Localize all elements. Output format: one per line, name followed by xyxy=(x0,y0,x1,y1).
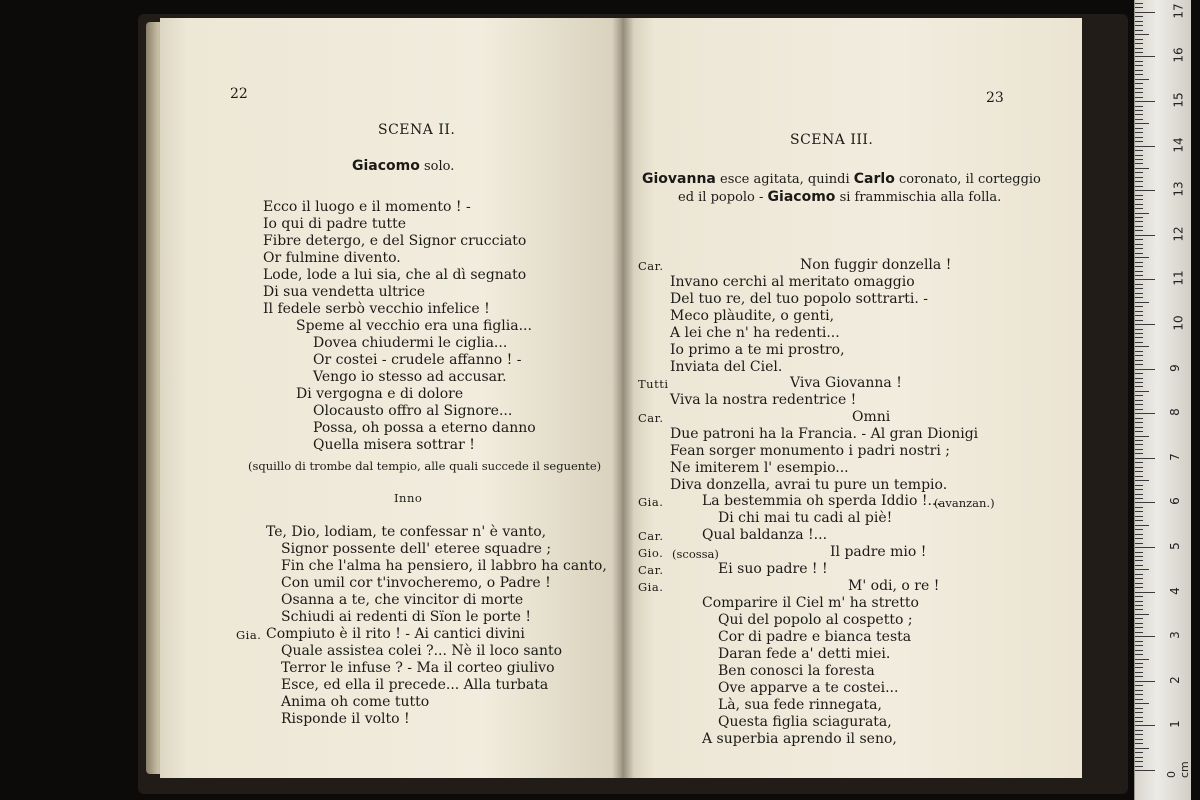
ruler-tick xyxy=(1135,141,1143,142)
ruler-tick xyxy=(1135,507,1143,508)
cast-text: coronato, il corteggio xyxy=(898,172,1041,187)
ruler-tick xyxy=(1135,467,1143,468)
speaker-label: Gia. xyxy=(638,495,664,509)
scene-title-right: SCENA III. xyxy=(790,132,874,148)
ruler-tick xyxy=(1135,110,1143,111)
ruler-tick xyxy=(1135,476,1143,477)
stage-direction: (scossa) xyxy=(672,547,719,561)
verse-line: Terror le infuse ? - Ma il corteo giulivo xyxy=(281,660,555,676)
verse-line: Inviata del Ciel. xyxy=(670,359,783,375)
ruler-tick xyxy=(1135,320,1143,321)
verse-line: M' odi, o re ! xyxy=(848,578,940,594)
verse-line: Il fedele serbò vecchio infelice ! xyxy=(263,301,490,317)
ruler-tick xyxy=(1135,605,1143,606)
ruler-tick xyxy=(1135,770,1155,771)
verse-line: Di sua vendetta ultrice xyxy=(263,284,426,300)
ruler-tick xyxy=(1135,230,1143,231)
ruler-tick xyxy=(1135,333,1143,334)
ruler-tick xyxy=(1135,529,1143,530)
hymn-line: Osanna a te, che vincitor di morte xyxy=(281,592,524,608)
ruler-tick xyxy=(1135,574,1143,575)
ruler-tick xyxy=(1135,636,1155,637)
verse-line: Or costei - crudele affanno ! - xyxy=(313,352,522,368)
stage-direction: (avanzan.) xyxy=(934,496,995,510)
ruler-tick xyxy=(1135,587,1143,588)
ruler-tick xyxy=(1135,650,1143,651)
verse-line: Di vergogna e di dolore xyxy=(296,386,464,402)
ruler-tick xyxy=(1135,462,1143,463)
character-note: solo. xyxy=(424,159,455,174)
verse-line: Là, sua fede rinnegata, xyxy=(718,697,882,713)
left-page xyxy=(160,18,622,778)
ruler-tick xyxy=(1135,92,1143,93)
ruler-tick xyxy=(1135,739,1143,740)
ruler-tick xyxy=(1135,400,1143,401)
ruler-tick xyxy=(1135,458,1155,459)
ruler-tick xyxy=(1135,382,1143,383)
ruler-tick xyxy=(1135,360,1143,361)
ruler-number: 5 xyxy=(1167,542,1182,550)
ruler-tick xyxy=(1135,418,1143,419)
ruler-tick xyxy=(1135,703,1149,704)
ruler-number: 3 xyxy=(1167,631,1182,640)
verse-line: Fibre detergo, e del Signor crucciato xyxy=(263,233,527,249)
ruler-tick xyxy=(1135,498,1143,499)
ruler-tick xyxy=(1135,485,1143,486)
ruler-tick xyxy=(1135,757,1143,758)
ruler-tick xyxy=(1135,743,1143,744)
character-name: Giacomo xyxy=(352,158,420,174)
ruler-tick xyxy=(1135,302,1149,303)
verse-line: Questa figlia sciagurata, xyxy=(718,714,892,730)
ruler-tick xyxy=(1135,213,1149,214)
ruler-tick xyxy=(1135,538,1143,539)
ruler-tick xyxy=(1135,39,1143,40)
ruler-tick xyxy=(1135,48,1143,49)
speaker-label: Car. xyxy=(638,411,664,425)
verse-line: Invano cerchi al meritato omaggio xyxy=(670,274,915,290)
verse-line: Di chi mai tu cadi al piè! xyxy=(718,510,893,526)
verse-line: Vengo io stesso ad accusar. xyxy=(313,369,507,385)
ruler-tick xyxy=(1135,337,1143,338)
ruler-tick xyxy=(1135,552,1143,553)
ruler-tick xyxy=(1135,324,1155,325)
ruler-tick xyxy=(1135,235,1155,236)
ruler-tick xyxy=(1135,391,1149,392)
ruler-tick xyxy=(1135,288,1143,289)
ruler-tick xyxy=(1135,346,1149,347)
ruler-tick xyxy=(1135,444,1143,445)
verse-line: Viva la nostra redentrice ! xyxy=(670,392,857,408)
speaker-label: Car. xyxy=(638,529,664,543)
ruler-tick xyxy=(1135,275,1143,276)
cast-giovanna: Giovanna xyxy=(642,171,716,187)
verse-line: A lei che n' ha redenti... xyxy=(670,325,840,341)
verse-line: Diva donzella, avrai tu pure un tempio. xyxy=(670,477,948,493)
ruler-tick xyxy=(1135,712,1143,713)
verse-line: Non fuggir donzella ! xyxy=(800,257,952,273)
ruler-tick xyxy=(1135,721,1143,722)
hymn-line: Schiudi ai redenti di Sïon le porte ! xyxy=(281,609,532,625)
speaker-label: Gia. xyxy=(638,580,664,594)
verse-line: Dovea chiudermi le ciglia... xyxy=(313,335,508,351)
ruler-tick xyxy=(1135,378,1143,379)
ruler-tick xyxy=(1135,7,1143,8)
ruler-tick xyxy=(1135,453,1143,454)
ruler-tick xyxy=(1135,253,1143,254)
ruler-tick xyxy=(1135,494,1143,495)
ruler-number: 17 xyxy=(1171,3,1186,19)
ruler-tick xyxy=(1135,583,1143,584)
ruler-tick xyxy=(1135,181,1143,182)
ruler-tick xyxy=(1135,150,1143,151)
ruler-tick xyxy=(1135,190,1155,191)
speaker-label: Car. xyxy=(638,259,664,273)
ruler-tick xyxy=(1135,676,1143,677)
ruler-tick xyxy=(1135,516,1143,517)
ruler-tick xyxy=(1135,609,1143,610)
ruler-tick xyxy=(1135,297,1143,298)
ruler-number: 16 xyxy=(1171,47,1186,64)
verse-line: Cor di padre e bianca testa xyxy=(718,629,912,645)
ruler-tick xyxy=(1135,547,1155,548)
ruler-tick xyxy=(1135,342,1143,343)
verse-line: Quella misera sottrar ! xyxy=(313,437,475,453)
speaker-label: Car. xyxy=(638,563,664,577)
verse-line: Meco plàudite, o genti, xyxy=(670,308,835,324)
ruler-tick xyxy=(1135,699,1143,700)
verse-line: Risponde il volto ! xyxy=(281,711,410,727)
ruler-number: 10 xyxy=(1171,315,1186,331)
ruler-tick xyxy=(1135,502,1155,503)
cast-text: esce agitata, quindi xyxy=(720,172,850,187)
ruler-tick xyxy=(1135,128,1143,129)
ruler-tick xyxy=(1135,351,1143,352)
ruler-tick xyxy=(1135,667,1143,668)
cast-carlo: Carlo xyxy=(853,171,895,187)
verse-line: Anima oh come tutto xyxy=(281,694,430,710)
verse-line: Viva Giovanna ! xyxy=(790,375,902,391)
ruler-tick xyxy=(1135,386,1143,387)
ruler-tick xyxy=(1135,436,1149,437)
ruler-tick xyxy=(1135,70,1143,71)
ruler-number: 4 xyxy=(1167,586,1182,595)
ruler-tick xyxy=(1135,177,1143,178)
ruler-tick xyxy=(1135,681,1155,682)
ruler-tick xyxy=(1135,257,1149,258)
page-number-left: 22 xyxy=(230,86,248,102)
ruler-tick xyxy=(1135,186,1143,187)
hymn-line: Fin che l'alma ha pensiero, il labbro ha canto, xyxy=(281,558,607,574)
ruler-tick xyxy=(1135,427,1143,428)
ruler-tick xyxy=(1135,641,1143,642)
ruler-tick xyxy=(1135,119,1143,120)
ruler-tick xyxy=(1135,271,1143,272)
cast-line-2 xyxy=(678,189,1001,205)
measuring-ruler xyxy=(1134,0,1191,800)
ruler-tick xyxy=(1135,614,1149,615)
ruler-tick xyxy=(1135,659,1149,660)
character-heading xyxy=(352,158,454,174)
speaker-label: Tutti xyxy=(638,377,669,391)
ruler-number: 1 xyxy=(1167,720,1182,729)
scene-title-left: SCENA II. xyxy=(378,122,456,138)
ruler-tick xyxy=(1135,43,1143,44)
ruler-tick xyxy=(1135,645,1143,646)
verse-line: Qui del popolo al cospetto ; xyxy=(718,612,913,628)
ruler-tick xyxy=(1135,221,1143,222)
ruler-tick xyxy=(1135,123,1149,124)
ruler-tick xyxy=(1135,239,1143,240)
verse-line: Quale assistea colei ?... Nè il loco santo xyxy=(281,643,563,659)
ruler-number: 2 xyxy=(1167,675,1182,684)
speaker-label: Gio. xyxy=(638,546,664,560)
ruler-number: 9 xyxy=(1167,363,1182,372)
ruler-tick xyxy=(1135,88,1143,89)
ruler-tick xyxy=(1135,364,1143,365)
ruler-tick xyxy=(1135,132,1143,133)
ruler-tick xyxy=(1135,632,1143,633)
ruler-tick xyxy=(1135,623,1143,624)
ruler-tick xyxy=(1135,195,1143,196)
ruler-number: 13 xyxy=(1171,181,1186,197)
ruler-tick xyxy=(1135,685,1143,686)
ruler-tick xyxy=(1135,534,1143,535)
cast-text: ed il popolo - xyxy=(678,190,764,205)
ruler-tick xyxy=(1135,137,1143,138)
ruler-tick xyxy=(1135,155,1143,156)
verse-line: Possa, oh possa a eterno danno xyxy=(313,420,536,436)
ruler-tick xyxy=(1135,413,1155,414)
ruler-tick xyxy=(1135,601,1143,602)
ruler-tick xyxy=(1135,520,1143,521)
ruler-tick xyxy=(1135,560,1143,561)
ruler-tick xyxy=(1135,311,1143,312)
ruler-tick xyxy=(1135,25,1143,26)
ruler-tick xyxy=(1135,694,1143,695)
ruler-number: 14 xyxy=(1171,136,1186,153)
ruler-tick xyxy=(1135,266,1143,267)
verse-line: Omni xyxy=(852,409,891,425)
ruler-number: 15 xyxy=(1171,92,1186,108)
book-gutter xyxy=(612,18,634,778)
verse-line: Ne imiterem l' esempio... xyxy=(670,460,849,476)
right-page xyxy=(622,18,1082,778)
ruler-tick xyxy=(1135,106,1143,107)
verse-line: Esce, ed ella il precede... Alla turbata xyxy=(281,677,549,693)
ruler-tick xyxy=(1135,172,1143,173)
verse-line: Lode, lode a lui sia, che al dì segnato xyxy=(263,267,527,283)
ruler-tick xyxy=(1135,596,1143,597)
ruler-tick xyxy=(1135,618,1143,619)
verse-line: Ben conosci la foresta xyxy=(718,663,875,679)
verse-line: Qual baldanza !... xyxy=(702,527,828,543)
verse-line: Io qui di padre tutte xyxy=(263,216,407,232)
ruler-tick xyxy=(1135,708,1143,709)
cast-text: si frammischia alla folla. xyxy=(839,190,1002,205)
ruler-tick xyxy=(1135,30,1143,31)
ruler-tick xyxy=(1135,761,1143,762)
ruler-tick xyxy=(1135,373,1143,374)
ruler-tick xyxy=(1135,369,1155,370)
ruler-tick xyxy=(1135,627,1143,628)
verse-line: Due patroni ha la Francia. - Al gran Dionigi xyxy=(670,426,979,442)
ruler-tick xyxy=(1135,34,1149,35)
ruler-tick xyxy=(1135,592,1155,593)
ruler-tick xyxy=(1135,306,1143,307)
ruler-tick xyxy=(1135,16,1143,17)
ruler-tick xyxy=(1135,284,1143,285)
ruler-tick xyxy=(1135,748,1149,749)
ruler-tick xyxy=(1135,489,1143,490)
ruler-tick xyxy=(1135,248,1143,249)
verse-line: Io primo a te mi prostro, xyxy=(670,342,845,358)
verse-line: Daran fede a' detti miei. xyxy=(718,646,891,662)
ruler-number: 8 xyxy=(1167,408,1182,417)
ruler-tick xyxy=(1135,114,1143,115)
verse-line: Ei suo padre ! ! xyxy=(718,561,828,577)
verse-line: A superbia aprendo il seno, xyxy=(702,731,897,747)
ruler-tick xyxy=(1135,766,1143,767)
page-number-right: 23 xyxy=(986,90,1004,106)
verse-line: Il padre mio ! xyxy=(830,544,927,560)
ruler-tick xyxy=(1135,409,1143,410)
ruler-tick xyxy=(1135,21,1143,22)
ruler-tick xyxy=(1135,61,1143,62)
verse-line: Ecco il luogo e il momento ! - xyxy=(263,199,471,215)
ruler-tick xyxy=(1135,163,1143,164)
hymn-title: Inno xyxy=(394,491,423,505)
ruler-tick xyxy=(1135,569,1149,570)
ruler-tick xyxy=(1135,226,1143,227)
cast-line-1 xyxy=(642,171,1041,187)
verse-line: Comparire il Ciel m' ha stretto xyxy=(702,595,919,611)
ruler-tick xyxy=(1135,672,1143,673)
ruler-tick xyxy=(1135,449,1143,450)
ruler-tick xyxy=(1135,654,1143,655)
hymn-line: Te, Dio, lodiam, te confessar n' è vanto, xyxy=(266,524,547,540)
ruler-tick xyxy=(1135,556,1143,557)
ruler-number: 11 xyxy=(1171,270,1186,287)
ruler-tick xyxy=(1135,244,1143,245)
ruler-number: 12 xyxy=(1171,226,1186,242)
ruler-tick xyxy=(1135,422,1143,423)
ruler-tick xyxy=(1135,52,1143,53)
speaker-label: Gia. xyxy=(236,628,262,642)
ruler-tick xyxy=(1135,262,1143,263)
ruler-tick xyxy=(1135,578,1143,579)
ruler-tick xyxy=(1135,3,1143,4)
ruler-tick xyxy=(1135,74,1143,75)
ruler-tick xyxy=(1135,329,1143,330)
ruler-tick xyxy=(1135,208,1143,209)
ruler-tick xyxy=(1135,101,1155,102)
ruler-tick xyxy=(1135,168,1149,169)
ruler-tick xyxy=(1135,56,1155,57)
ruler-tick xyxy=(1135,480,1149,481)
verse-line: Compiuto è il rito ! - Ai cantici divini xyxy=(266,626,525,642)
ruler-tick xyxy=(1135,730,1143,731)
stage-direction: (squillo di trombe dal tempio, alle quali succede il seguente) xyxy=(248,459,602,473)
ruler-tick xyxy=(1135,543,1143,544)
verse-line: Del tuo re, del tuo popolo sottrarti. - xyxy=(670,291,929,307)
ruler-tick xyxy=(1135,79,1149,80)
verse-line: La bestemmia oh sperda Iddio !... xyxy=(702,493,941,509)
ruler-tick xyxy=(1135,146,1155,147)
ruler-number: 6 xyxy=(1167,497,1182,506)
verse-line: Fean sorger monumento i padri nostri ; xyxy=(670,443,950,459)
ruler-tick xyxy=(1135,663,1143,664)
ruler-tick xyxy=(1135,217,1143,218)
ruler-tick xyxy=(1135,440,1143,441)
ruler-tick xyxy=(1135,279,1155,280)
ruler-number: 7 xyxy=(1167,452,1182,461)
ruler-tick xyxy=(1135,315,1143,316)
ruler-tick xyxy=(1135,293,1143,294)
ruler-tick xyxy=(1135,12,1155,13)
verse-line: Speme al vecchio era una figlia... xyxy=(296,318,532,334)
ruler-tick xyxy=(1135,525,1149,526)
verse-line: Ove apparve a te costei... xyxy=(718,680,899,696)
ruler-tick xyxy=(1135,734,1143,735)
ruler-tick xyxy=(1135,65,1143,66)
ruler-tick xyxy=(1135,355,1143,356)
ruler-tick xyxy=(1135,431,1143,432)
ruler-tick xyxy=(1135,83,1143,84)
ruler-tick xyxy=(1135,395,1143,396)
ruler-tick xyxy=(1135,199,1143,200)
ruler-tick xyxy=(1135,752,1143,753)
ruler-tick xyxy=(1135,159,1143,160)
ruler-tick xyxy=(1135,690,1143,691)
ruler-tick xyxy=(1135,97,1143,98)
verse-line: Or fulmine divento. xyxy=(263,250,401,266)
ruler-tick xyxy=(1135,717,1143,718)
hymn-line: Signor possente dell' eteree squadre ; xyxy=(281,541,552,557)
ruler-tick xyxy=(1135,404,1143,405)
ruler-unit: 0 cm xyxy=(1165,761,1191,778)
ruler-tick xyxy=(1135,511,1143,512)
cast-giacomo: Giacomo xyxy=(767,189,836,205)
verse-line: Olocausto offro al Signore... xyxy=(313,403,513,419)
ruler-tick xyxy=(1135,565,1143,566)
hymn-line: Con umil cor t'invocheremo, o Padre ! xyxy=(281,575,551,591)
ruler-tick xyxy=(1135,204,1143,205)
ruler-tick xyxy=(1135,471,1143,472)
ruler-tick xyxy=(1135,725,1155,726)
